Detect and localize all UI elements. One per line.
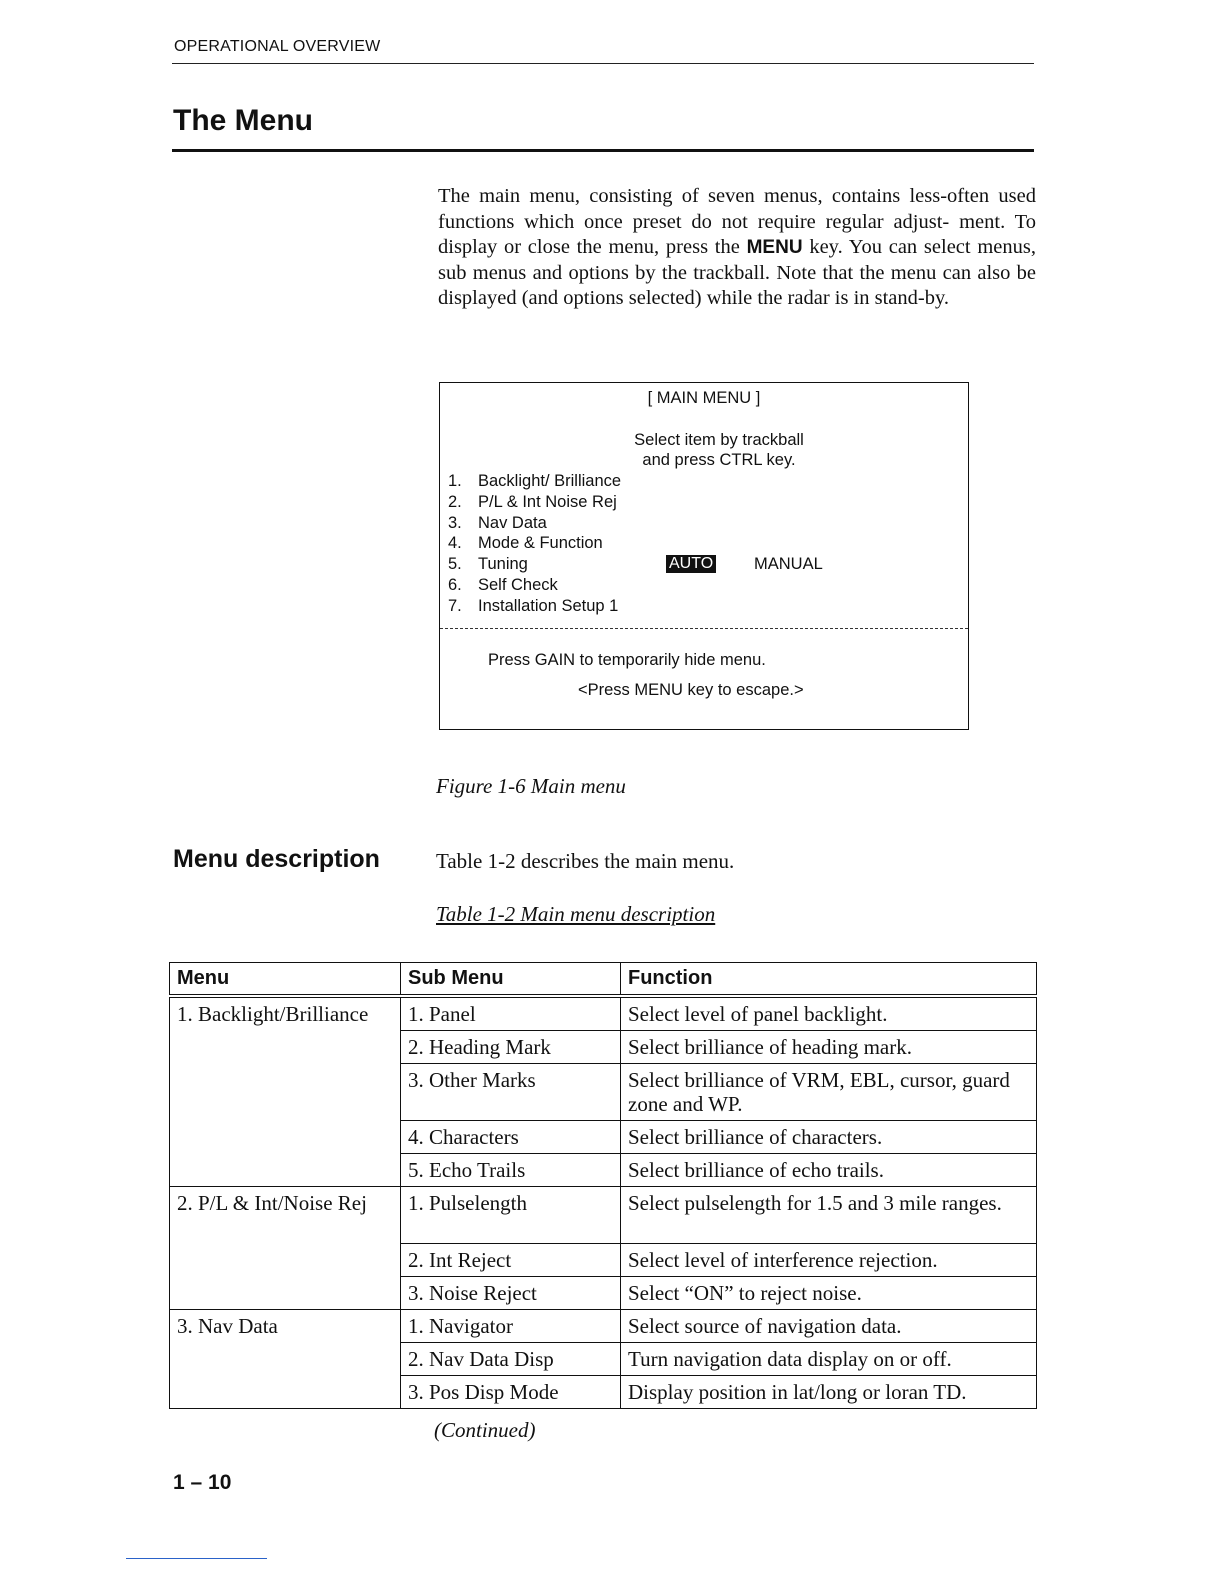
menu-escape-hint: <Press MENU key to escape.> bbox=[578, 681, 804, 699]
header-function: Function bbox=[621, 963, 1037, 997]
menu-item-number: 2. bbox=[448, 492, 462, 511]
menu-item-installation-setup[interactable] bbox=[448, 596, 948, 617]
function-cell: Select brilliance of VRM, EBL, cursor, guard zone and WP. bbox=[621, 1064, 1037, 1121]
header-rule bbox=[172, 63, 1034, 64]
sub-menu-cell: 4. Characters bbox=[401, 1121, 621, 1154]
menu-cell: 3. Nav Data bbox=[170, 1310, 401, 1409]
menu-gain-hint: Press GAIN to temporarily hide menu. bbox=[488, 651, 766, 669]
function-cell: Select brilliance of echo trails. bbox=[621, 1154, 1037, 1187]
menu-item-label: Nav Data bbox=[478, 513, 547, 532]
footer-rule bbox=[126, 1558, 267, 1559]
menu-item-label: Tuning bbox=[478, 555, 528, 574]
menu-instruction-line2: and press CTRL key. bbox=[642, 451, 796, 469]
main-menu-screen bbox=[439, 382, 969, 730]
sub-menu-cell: 2. Heading Mark bbox=[401, 1031, 621, 1064]
menu-item-number: 6. bbox=[448, 575, 462, 594]
menu-item-backlight[interactable] bbox=[448, 471, 948, 492]
function-cell: Select brilliance of heading mark. bbox=[621, 1031, 1037, 1064]
menu-item-label: Self Check bbox=[478, 575, 558, 594]
continued-note: (Continued) bbox=[434, 1418, 536, 1442]
header-menu: Menu bbox=[170, 963, 401, 997]
function-cell: Display position in lat/long or loran TD. bbox=[621, 1376, 1037, 1409]
tuning-manual-option[interactable]: MANUAL bbox=[754, 555, 823, 574]
menu-cell: 1. Backlight/Brilliance bbox=[170, 996, 401, 1187]
sub-menu-cell: 1. Navigator bbox=[401, 1310, 621, 1343]
menu-cell: 2. P/L & Int/Noise Rej bbox=[170, 1187, 401, 1310]
menu-screen-title: [ MAIN MENU ] bbox=[647, 389, 761, 407]
menu-item-label: Installation Setup 1 bbox=[478, 596, 619, 615]
menu-item-label: Mode & Function bbox=[478, 534, 603, 553]
menu-item-number: 4. bbox=[448, 534, 462, 553]
menu-item-list bbox=[448, 471, 948, 617]
sub-menu-cell: 3. Noise Reject bbox=[401, 1277, 621, 1310]
table-row bbox=[170, 996, 1037, 1031]
intro-text-after-key: key. You can select menus, sub menus and options by the trackball. Note that the menu can also be displayed (and options selected) while the radar is in stand-by. bbox=[438, 236, 1036, 309]
function-cell: Select level of interference rejection. bbox=[621, 1244, 1037, 1277]
menu-instruction-line1: Select item by trackball bbox=[634, 431, 804, 449]
menu-item-label: P/L & Int Noise Rej bbox=[478, 492, 617, 511]
intro-text-before-key: The main menu, consisting of seven menus, contains less-often used functions which once preset do not require regular adjust- ment. To display or close the menu, press the bbox=[438, 185, 1036, 258]
menu-item-mode-function[interactable] bbox=[448, 533, 948, 554]
function-cell: Select “ON” to reject noise. bbox=[621, 1277, 1037, 1310]
sub-menu-cell: 1. Panel bbox=[401, 996, 621, 1031]
menu-item-number: 7. bbox=[448, 596, 462, 615]
menu-item-number: 5. bbox=[448, 555, 462, 574]
menu-item-tuning[interactable] bbox=[448, 554, 948, 575]
sub-menu-cell: 1. Pulselength bbox=[401, 1187, 621, 1244]
function-cell: Select pulselength for 1.5 and 3 mile ranges. bbox=[621, 1187, 1037, 1244]
tuning-auto-option-selected[interactable]: AUTO bbox=[666, 555, 716, 573]
sub-menu-cell: 3. Other Marks bbox=[401, 1064, 621, 1121]
section-text: Table 1-2 describes the main menu. bbox=[436, 849, 735, 873]
function-cell: Select source of navigation data. bbox=[621, 1310, 1037, 1343]
intro-paragraph bbox=[438, 184, 1036, 312]
menu-item-self-check[interactable] bbox=[448, 575, 948, 596]
table-row bbox=[170, 1187, 1037, 1244]
page-title: The Menu bbox=[173, 104, 313, 137]
sub-menu-cell: 3. Pos Disp Mode bbox=[401, 1376, 621, 1409]
menu-item-label: Backlight/ Brilliance bbox=[478, 472, 622, 490]
section-heading: Menu description bbox=[173, 845, 380, 873]
table-caption: Table 1-2 Main menu description bbox=[436, 902, 716, 926]
running-header: OPERATIONAL OVERVIEW bbox=[174, 38, 381, 55]
header-sub-menu: Sub Menu bbox=[401, 963, 621, 997]
title-rule bbox=[172, 149, 1034, 152]
function-cell: Select level of panel backlight. bbox=[621, 996, 1037, 1031]
function-cell: Turn navigation data display on or off. bbox=[621, 1343, 1037, 1376]
menu-key-label: MENU bbox=[746, 237, 803, 258]
table-row bbox=[170, 1310, 1037, 1343]
sub-menu-cell: 2. Int Reject bbox=[401, 1244, 621, 1277]
figure-caption: Figure 1-6 Main menu bbox=[436, 774, 626, 798]
page-number: 1 – 10 bbox=[173, 1471, 232, 1494]
sub-menu-cell: 2. Nav Data Disp bbox=[401, 1343, 621, 1376]
menu-item-nav-data[interactable] bbox=[448, 513, 948, 534]
menu-dashed-divider bbox=[440, 628, 968, 629]
table-header-row bbox=[170, 963, 1037, 997]
sub-menu-cell: 5. Echo Trails bbox=[401, 1154, 621, 1187]
main-menu-description-table bbox=[169, 962, 1037, 1409]
menu-item-number: 3. bbox=[448, 513, 462, 532]
menu-item-pl-noise[interactable] bbox=[448, 492, 948, 513]
menu-item-number: 1. bbox=[448, 472, 462, 490]
function-cell: Select brilliance of characters. bbox=[621, 1121, 1037, 1154]
